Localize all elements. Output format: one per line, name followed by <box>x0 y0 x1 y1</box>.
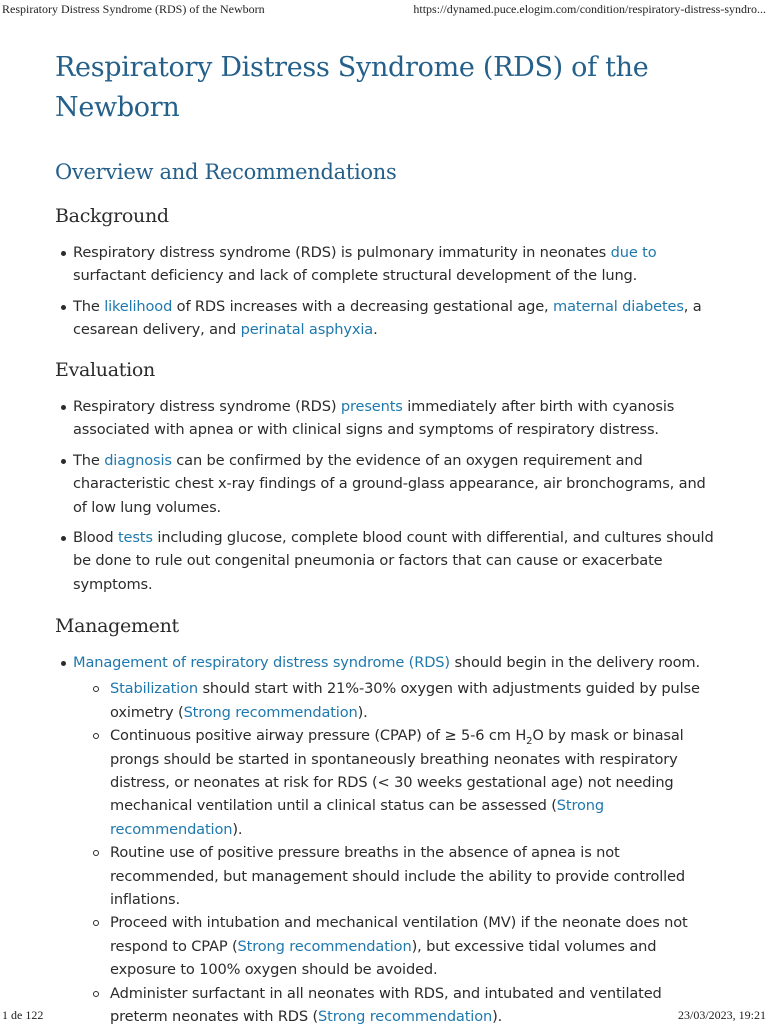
background-list <box>55 241 723 342</box>
background-heading: Background <box>55 205 169 227</box>
page-number: 1 de 122 <box>2 1008 44 1022</box>
evaluation-list <box>55 395 723 596</box>
print-header-url: https://dynamed.puce.elogim.com/condition/respiratory-distress-syndro... <box>413 2 766 16</box>
list-item: Proceed with intubation and mechanical ventilation (MV) if the neonate does not respond to CPAP (Strong recommendation), but excessive tidal volumes and exposure to 100% oxygen should be avoided. <box>73 911 723 981</box>
link-maternal-diabetes[interactable]: maternal diabetes <box>553 297 684 315</box>
list-item: The diagnosis can be confirmed by the evidence of an oxygen requirement and characteristic chest x-ray findings of a ground-glass appearance, air bronchograms, and of low lung volumes. <box>55 449 723 519</box>
link-due-to[interactable]: due to <box>610 244 657 261</box>
link-strong-recommendation[interactable]: Strong recommendation <box>110 797 605 838</box>
link-strong-recommendation[interactable]: Strong recommendation <box>183 703 358 721</box>
list-item: Stabilization should start with 21%-30% oxygen with adjustments guided by pulse oximetry (Strong recommendation). <box>73 677 723 724</box>
link-strong-recommendation[interactable]: Strong recommendation <box>237 937 412 955</box>
list-item: Respiratory distress syndrome (RDS) presents immediately after birth with cyanosis associated with apnea or with clinical signs and symptoms of respiratory distress. <box>55 395 723 442</box>
link-perinatal-asphyxia[interactable]: perinatal asphyxia <box>240 321 374 339</box>
list-item: The likelihood of RDS increases with a decreasing gestational age, maternal diabetes, a cesarean delivery, and perinatal asphyxia. <box>55 295 723 342</box>
list-item: Continuous positive airway pressure (CPAP) of ≥ 5-6 cm $H_2O$ by mask or binasal prongs should be started in spontaneously breathing neonates with respiratory distress, or neonates at risk for RDS (< 30 weeks gestational age) not needing mechanical ventilation until a clinical status can be assessed (Strong recommendation). <box>73 724 723 841</box>
management-list <box>55 651 723 1029</box>
link-management-of-rds[interactable]: Management of respiratory distress syndrome (RDS) <box>73 654 450 671</box>
list-item: Respiratory distress syndrome (RDS) is pulmonary immaturity in neonates due to surfactant deficiency and lack of complete structural development of the lung. <box>55 241 723 288</box>
evaluation-heading: Evaluation <box>55 359 155 381</box>
list-item: Administer surfactant in all neonates with RDS, and intubated and ventilated preterm neonates with RDS (Strong recommendation). <box>73 982 723 1029</box>
print-datetime: 23/03/2023, 19:21 <box>677 1008 766 1022</box>
link-tests[interactable]: tests <box>117 529 153 547</box>
link-stabilization[interactable]: Stabilization <box>110 680 198 698</box>
link-diagnosis[interactable]: diagnosis <box>104 451 172 469</box>
link-strong-recommendation[interactable]: Strong recommendation <box>318 1008 493 1026</box>
section-title: Overview and Recommendations <box>55 160 397 184</box>
link-likelihood[interactable]: likelihood <box>104 297 173 315</box>
link-presents[interactable]: presents <box>340 398 403 415</box>
print-header-title: Respiratory Distress Syndrome (RDS) of the Newborn <box>2 2 265 16</box>
print-footer <box>0 1006 768 1024</box>
list-item: Routine use of positive pressure breaths in the absence of apnea is not recommended, but management should include the ability to provide controlled inflations. <box>73 841 723 911</box>
management-heading: Management <box>55 615 179 637</box>
list-item: Management of respiratory distress syndrome (RDS) should begin in the delivery room. Stabilization should start with 21%-30% oxygen with adjustments guided by pulse oximetry (Strong recommendation). Continuous positive airway pressure (CPAP) of ≥ 5-6 cm $H_2O$ by mask or binasal prongs should be started in spontaneously breathing neonates with respiratory distress, or neonates at risk for RDS (< 30 weeks gestational age) not needing mechanical ventilation until a clinical status can be assessed (Strong recommendation). Routine use of positive pressure breaths in the absence of apnea is not recommended, but management should include the ability to provide controlled inflations. Proceed with intubation and mechanical ventilation (MV) if the neonate does not respond to CPAP (Strong recommendation), but excessive tidal volumes and exposure to 100% oxygen should be avoided. Administer surfactant in all neonates with RDS, and intubated and ventilated preterm neonates with RDS (Strong recommendation). <box>55 651 723 1029</box>
management-sublist <box>73 677 723 1028</box>
page-title: Respiratory Distress Syndrome (RDS) of the Newborn <box>55 52 649 123</box>
print-header <box>0 0 768 18</box>
list-item: Blood tests including glucose, complete blood count with differential, and cultures should be done to rule out congenital pneumonia or factors that can cause or exacerbate symptoms. <box>55 526 723 596</box>
